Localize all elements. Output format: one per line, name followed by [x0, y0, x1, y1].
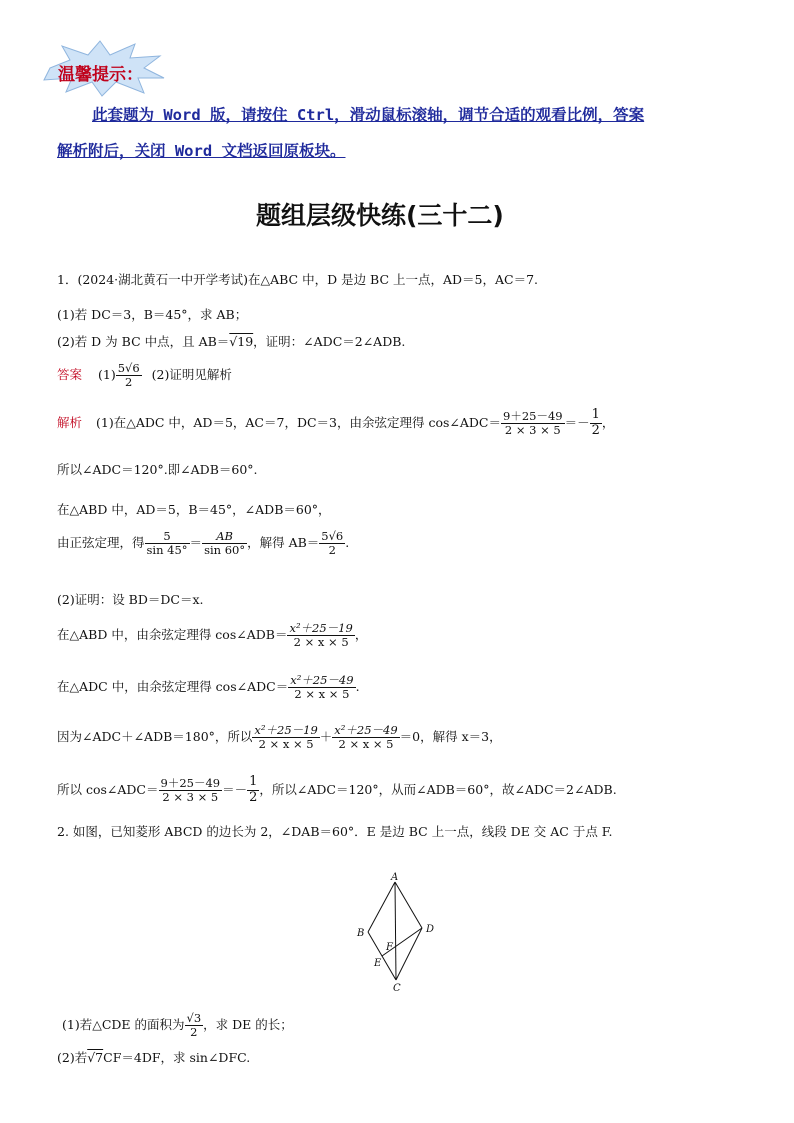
label-f: F	[386, 942, 393, 953]
answer-fraction	[116, 362, 142, 389]
s7-end: .	[355, 679, 360, 695]
q1-solution-line-7	[57, 674, 360, 701]
s7-fraction-num: x²＋25－49	[290, 673, 354, 687]
q1-solution-line-6	[57, 622, 367, 649]
answer-fraction-num: 5√6	[117, 361, 140, 375]
answer-part-1: (1)	[98, 367, 116, 383]
s1-eq: ＝－	[564, 414, 590, 430]
q2-part-2	[57, 1048, 250, 1066]
s8-fraction-1-num: x²＋25－19	[254, 723, 318, 737]
s8-text-b: ＝0，解得 x＝3，	[399, 729, 502, 745]
s7-text: 在△ADC 中，由余弦定理得 cos∠ADC＝	[57, 679, 289, 695]
q1-solution-line-2: 所以∠ADC＝120°.即∠ADB＝60°.	[57, 462, 258, 477]
q2-part-2-sqrt: √7	[87, 1050, 104, 1065]
q1-part-1: (1)若 DC＝3，B＝45°，求 AB；	[57, 307, 248, 322]
s9-fraction-den: 2 × 3 × 5	[162, 789, 219, 804]
s4-fraction-2-den: sin 60°	[204, 543, 246, 558]
s6-fraction-num: x²＋25－19	[289, 621, 353, 635]
s8-fraction-1-den: 2 × x × 5	[258, 737, 314, 752]
label-b: B	[357, 928, 365, 939]
label-c: C	[393, 983, 401, 994]
s8-text-a: 因为∠ADC＋∠ADB＝180°，所以	[57, 729, 253, 745]
s1-text: (1)在△ADC 中，AD＝5，AC＝7，DC＝3，由余弦定理得 cos∠ADC＝	[96, 414, 501, 430]
label-d: D	[426, 924, 435, 935]
q2-part-2-text-a: (2)若	[57, 1050, 88, 1065]
s1-fraction-2	[590, 408, 602, 439]
s1-end: ，	[601, 414, 615, 430]
q1-part-2	[57, 332, 405, 350]
q2-part-1-fraction-num: √3	[186, 1011, 202, 1025]
label-e: E	[374, 958, 382, 969]
s1-fraction-2-den: 2	[591, 422, 600, 438]
s8-fraction-2-den: 2 × x × 5	[338, 737, 394, 752]
s8-plus: ＋	[319, 729, 333, 745]
answer-fraction-den: 2	[125, 375, 133, 390]
s8-fraction-2	[332, 724, 399, 751]
edge-ad	[395, 882, 422, 928]
s4-fraction-1-num: 5	[145, 530, 190, 544]
label-a: A	[391, 872, 399, 883]
q2-part-1	[62, 1012, 293, 1039]
answer-part-2: (2)证明见解析	[151, 367, 232, 383]
diagonal-ac	[395, 882, 396, 980]
s6-text: 在△ABD 中，由余弦定理得 cos∠ADB＝	[57, 627, 288, 643]
s4-fraction-3	[319, 530, 345, 557]
rhombus-figure	[350, 870, 440, 995]
s9-fraction-2-den: 2	[249, 789, 258, 805]
answer-label: 答案	[57, 367, 83, 383]
q1-solution-line-5: (2)证明：设 BD＝DC＝x.	[57, 592, 204, 607]
s6-fraction	[287, 622, 354, 649]
s4-fraction-1	[145, 530, 190, 557]
q1-answer	[57, 362, 232, 389]
s8-fraction-2-num: x²＋25－49	[334, 723, 398, 737]
q2-part-1-fraction	[185, 1012, 204, 1039]
s4-eq: ＝	[189, 535, 203, 551]
q2-part-2-text-b: CF＝4DF，求 sin∠DFC.	[103, 1050, 251, 1065]
s6-end: ，	[354, 627, 368, 643]
solution-label: 解析	[57, 414, 83, 430]
q2-stem: 2. 如图，已知菱形 ABCD 的边长为 2，∠DAB＝60°．E 是边 BC 上一点，线段 DE 交 AC 于点 F.	[57, 824, 613, 839]
q2-part-1-fraction-den: 2	[190, 1025, 198, 1040]
s4-fraction-2	[202, 530, 247, 557]
q1-solution-line-1	[57, 408, 614, 439]
notice-line-2: 解析附后，关闭 Word 文档返回原板块。	[57, 142, 346, 160]
s9-fraction-2-num: 1	[249, 774, 258, 789]
s4-fraction-2-num: AB	[202, 530, 247, 544]
q1-part-2-text-b: ，证明：∠ADC＝2∠ADB.	[253, 334, 406, 349]
s9-fraction	[159, 777, 223, 804]
s4-end: .	[345, 535, 350, 551]
q1-solution-line-9	[57, 775, 617, 806]
edge-ab	[368, 882, 395, 932]
q1-solution-line-4	[57, 530, 349, 557]
s4-text-b: ，解得 AB＝	[247, 535, 320, 551]
s9-eq: ＝－	[222, 781, 248, 797]
s1-fraction	[501, 410, 565, 437]
s4-fraction-3-den: 2	[328, 543, 336, 558]
s9-fraction-2	[247, 775, 259, 806]
s6-fraction-den: 2 × x × 5	[293, 635, 349, 650]
s8-fraction-1	[252, 724, 319, 751]
q1-part-2-text-a: (2)若 D 为 BC 中点，且 AB＝	[57, 334, 230, 349]
s9-text-b: ，所以∠ADC＝120°，从而∠ADB＝60°，故∠ADC＝2∠ADB.	[259, 781, 617, 797]
notice-title: 温馨提示：	[58, 65, 143, 85]
q2-part-1-text-a: (1)若△CDE 的面积为	[62, 1017, 185, 1033]
s1-fraction-num: 9＋25－49	[503, 408, 563, 423]
q1-solution-line-8	[57, 724, 502, 751]
s4-text-a: 由正弦定理，得	[57, 535, 145, 551]
q1-part-2-sqrt: √19	[229, 334, 254, 349]
s1-fraction-den: 2 × 3 × 5	[504, 422, 561, 437]
q1-solution-line-3: 在△ABD 中，AD＝5，B＝45°，∠ADB＝60°，	[57, 502, 331, 517]
s4-fraction-3-num: 5√6	[321, 529, 344, 543]
s7-fraction-den: 2 × x × 5	[294, 687, 350, 702]
s1-fraction-2-num: 1	[591, 407, 600, 422]
s4-fraction-1-den: sin 45°	[146, 543, 188, 558]
page-title: 题组层级快练(三十二)	[256, 201, 504, 230]
q1-stem: 1．(2024·湖北黄石一中开学考试)在△ABC 中，D 是边 BC 上一点，AD＝5，AC＝7.	[57, 272, 539, 287]
edge-cd	[396, 928, 422, 980]
s9-text-a: 所以 cos∠ADC＝	[57, 781, 159, 797]
q2-part-1-text-b: ，求 DE 的长；	[203, 1017, 293, 1033]
s9-fraction-num: 9＋25－49	[160, 775, 221, 790]
s7-fraction	[288, 674, 355, 701]
notice-line-1: 此套题为 Word 版，请按住 Ctrl，滑动鼠标滚轴，调节合适的观看比例，答案	[92, 106, 645, 124]
